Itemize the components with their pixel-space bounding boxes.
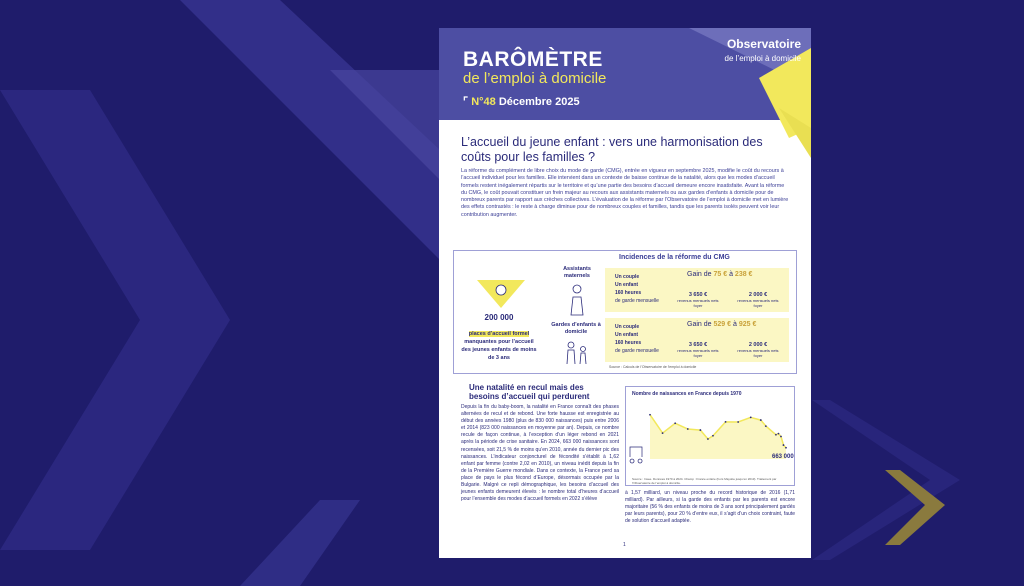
baby-icon <box>473 276 529 312</box>
gain-text: Gain de 75 € à 238 € <box>687 271 753 278</box>
document-page <box>439 28 811 558</box>
corner-icon: ⌜ <box>463 96 469 108</box>
issue-line <box>463 95 580 108</box>
category-row-1 <box>605 268 789 312</box>
chart-point <box>765 425 767 427</box>
gain-text: Gain de 529 € à 925 € <box>687 321 757 328</box>
chart-point <box>750 416 752 418</box>
article-intro: La réforme du complément de libre choix du mode de garde (CMG), entrée en vigueur en septembre 2025, modifie le coût du recours à l’accueil individuel pour les familles. Elle intervient dans un contexte de baisse continue de la natalité, alors que les modes d’accueil formels restent inégalement répartis sur le territoire et qu’une partie des besoins d’accueil demeure encore insatisfaite. Avant la réforme du CMG, le coût pouvait constituer un frein majeur au recours aux assistants maternels ou aux gardes d’enfants à domicile pour de nombreux parents par rapport aux crèches collectives. L’évaluation de la réforme par l’Observatoire de l’emploi à domicile met en lumière des effets contrastés : le reste à charge diminue pour de nombreux couples et familles, tandis que les parents isolés peuvent voir leur contribution augmenter. <box>461 168 789 218</box>
chart-point <box>662 432 664 434</box>
issue-date: Décembre 2025 <box>498 96 580 108</box>
births-chart <box>625 386 795 486</box>
chart-point <box>783 444 785 446</box>
chart-area <box>650 415 786 459</box>
chart-point <box>780 436 782 438</box>
chart-point <box>712 435 714 437</box>
section-column-2: à 1,57 milliard, un niveau proche du record historique de 2016 (1,71 milliard). Par ailleurs, si la garde des enfants par les parents est encore majoritaire (56 % des enfants de moins de 3 ans sont principalement gardés par leurs parents), pour 20 % d’entre eux, il s’agit d’un choix contraint, faute de solution d’accueil adaptée. <box>625 490 795 525</box>
conditions-list: Un couple Un enfant 160 heures de garde mensuelle <box>615 324 659 354</box>
conditions-list: Un couple Un enfant 160 heures de garde mensuelle <box>615 274 659 304</box>
stat-value: 200 000 <box>484 313 514 322</box>
infobox-title: Incidences de la réforme du CMG <box>619 254 730 261</box>
infobox-source: Source : Calculs de l’Observatoire de l’emploi à domicile <box>609 365 697 369</box>
chart-point <box>725 421 727 423</box>
chart-point <box>775 434 777 436</box>
assistant-person-icon <box>567 283 587 317</box>
section-title: Une natalité en recul mais des besoins d’accueil qui perdurent <box>469 383 590 401</box>
chart-point <box>707 438 709 440</box>
chart-plot <box>626 397 794 477</box>
income-2: 2 000 € revenus mensuels nets foyer <box>737 292 779 308</box>
chart-final-label: 663 000 <box>772 453 794 460</box>
stroller-icon <box>630 447 642 463</box>
chart-point <box>737 421 739 423</box>
chart-point <box>785 447 787 449</box>
category-row-2 <box>605 318 789 362</box>
family-icon <box>563 340 597 366</box>
category-assistants: Assistants maternels <box>563 266 591 279</box>
stat-label: places d’accueil formel manquantes pour l’accueil des jeunes enfants de moins de 3 ans <box>461 331 537 361</box>
barometer-title: BARÔMÈTRE <box>463 48 603 71</box>
issue-number: N°48 <box>471 96 496 108</box>
chart-point <box>760 419 762 421</box>
chart-title: Nombre de naissances en France depuis 1970 <box>632 391 742 397</box>
chart-point <box>649 414 651 416</box>
chart-source: Source : Insee. Données 1970 à 2024. Champ : France entière (hors Mayotte jusqu’en 2013). Traitement par l’Observatoire de l’emploi à domicile. <box>632 477 777 485</box>
barometer-subtitle: de l’emploi à domicile <box>463 70 607 87</box>
chart-point <box>778 433 780 435</box>
page-number: 1 <box>623 542 626 548</box>
chart-point <box>699 429 701 431</box>
section-column-1: Depuis la fin du baby-boom, la natalité en France connaît des phases alternées de recul et de rebond. Une forte hausse est enregistrée au début des années 1980 (plus de 830 000 naissances) puis entre 2006 et 2014 (823 000 naissances en moyenne par an). Depuis, ce nombre recule de façon continue, à l’exception d’un léger rebond en 2021 après la période de crise sanitaire. En 2024, 663 000 naissances sont recensées, soit 21,5 % de moins qu’en 2010, année du dernier pic des naissances. L’indicateur conjoncturel de fécondité s’établit à 1,62 enfant par femme (contre 2,02 en 2010), un niveau inédit depuis la fin de la Première Guerre mondiale. Dans ce contexte, la France perd sa place de pays le plus fécond d’Europe, désormais occupée par la Bulgarie. Malgré ce repli démographique, les besoins d’accueil des jeunes enfants demeurent élevés : le nombre total d’heures d’accueil pour l’ensemble des modes d’accueil formels en 2022 s’élève <box>461 404 619 503</box>
publisher-logo: Observatoire de l’emploi à domicile <box>724 37 801 63</box>
chart-point <box>687 428 689 430</box>
income-1: 3 650 € revenus mensuels nets foyer <box>677 342 719 358</box>
article-title: L’accueil du jeune enfant : vers une harmonisation des coûts pour les familles ? <box>461 135 763 164</box>
chart-point <box>674 422 676 424</box>
category-gardes: Gardes d’enfants à domicile <box>551 322 601 335</box>
income-2: 2 000 € revenus mensuels nets foyer <box>737 342 779 358</box>
income-1: 3 650 € revenus mensuels nets foyer <box>677 292 719 308</box>
